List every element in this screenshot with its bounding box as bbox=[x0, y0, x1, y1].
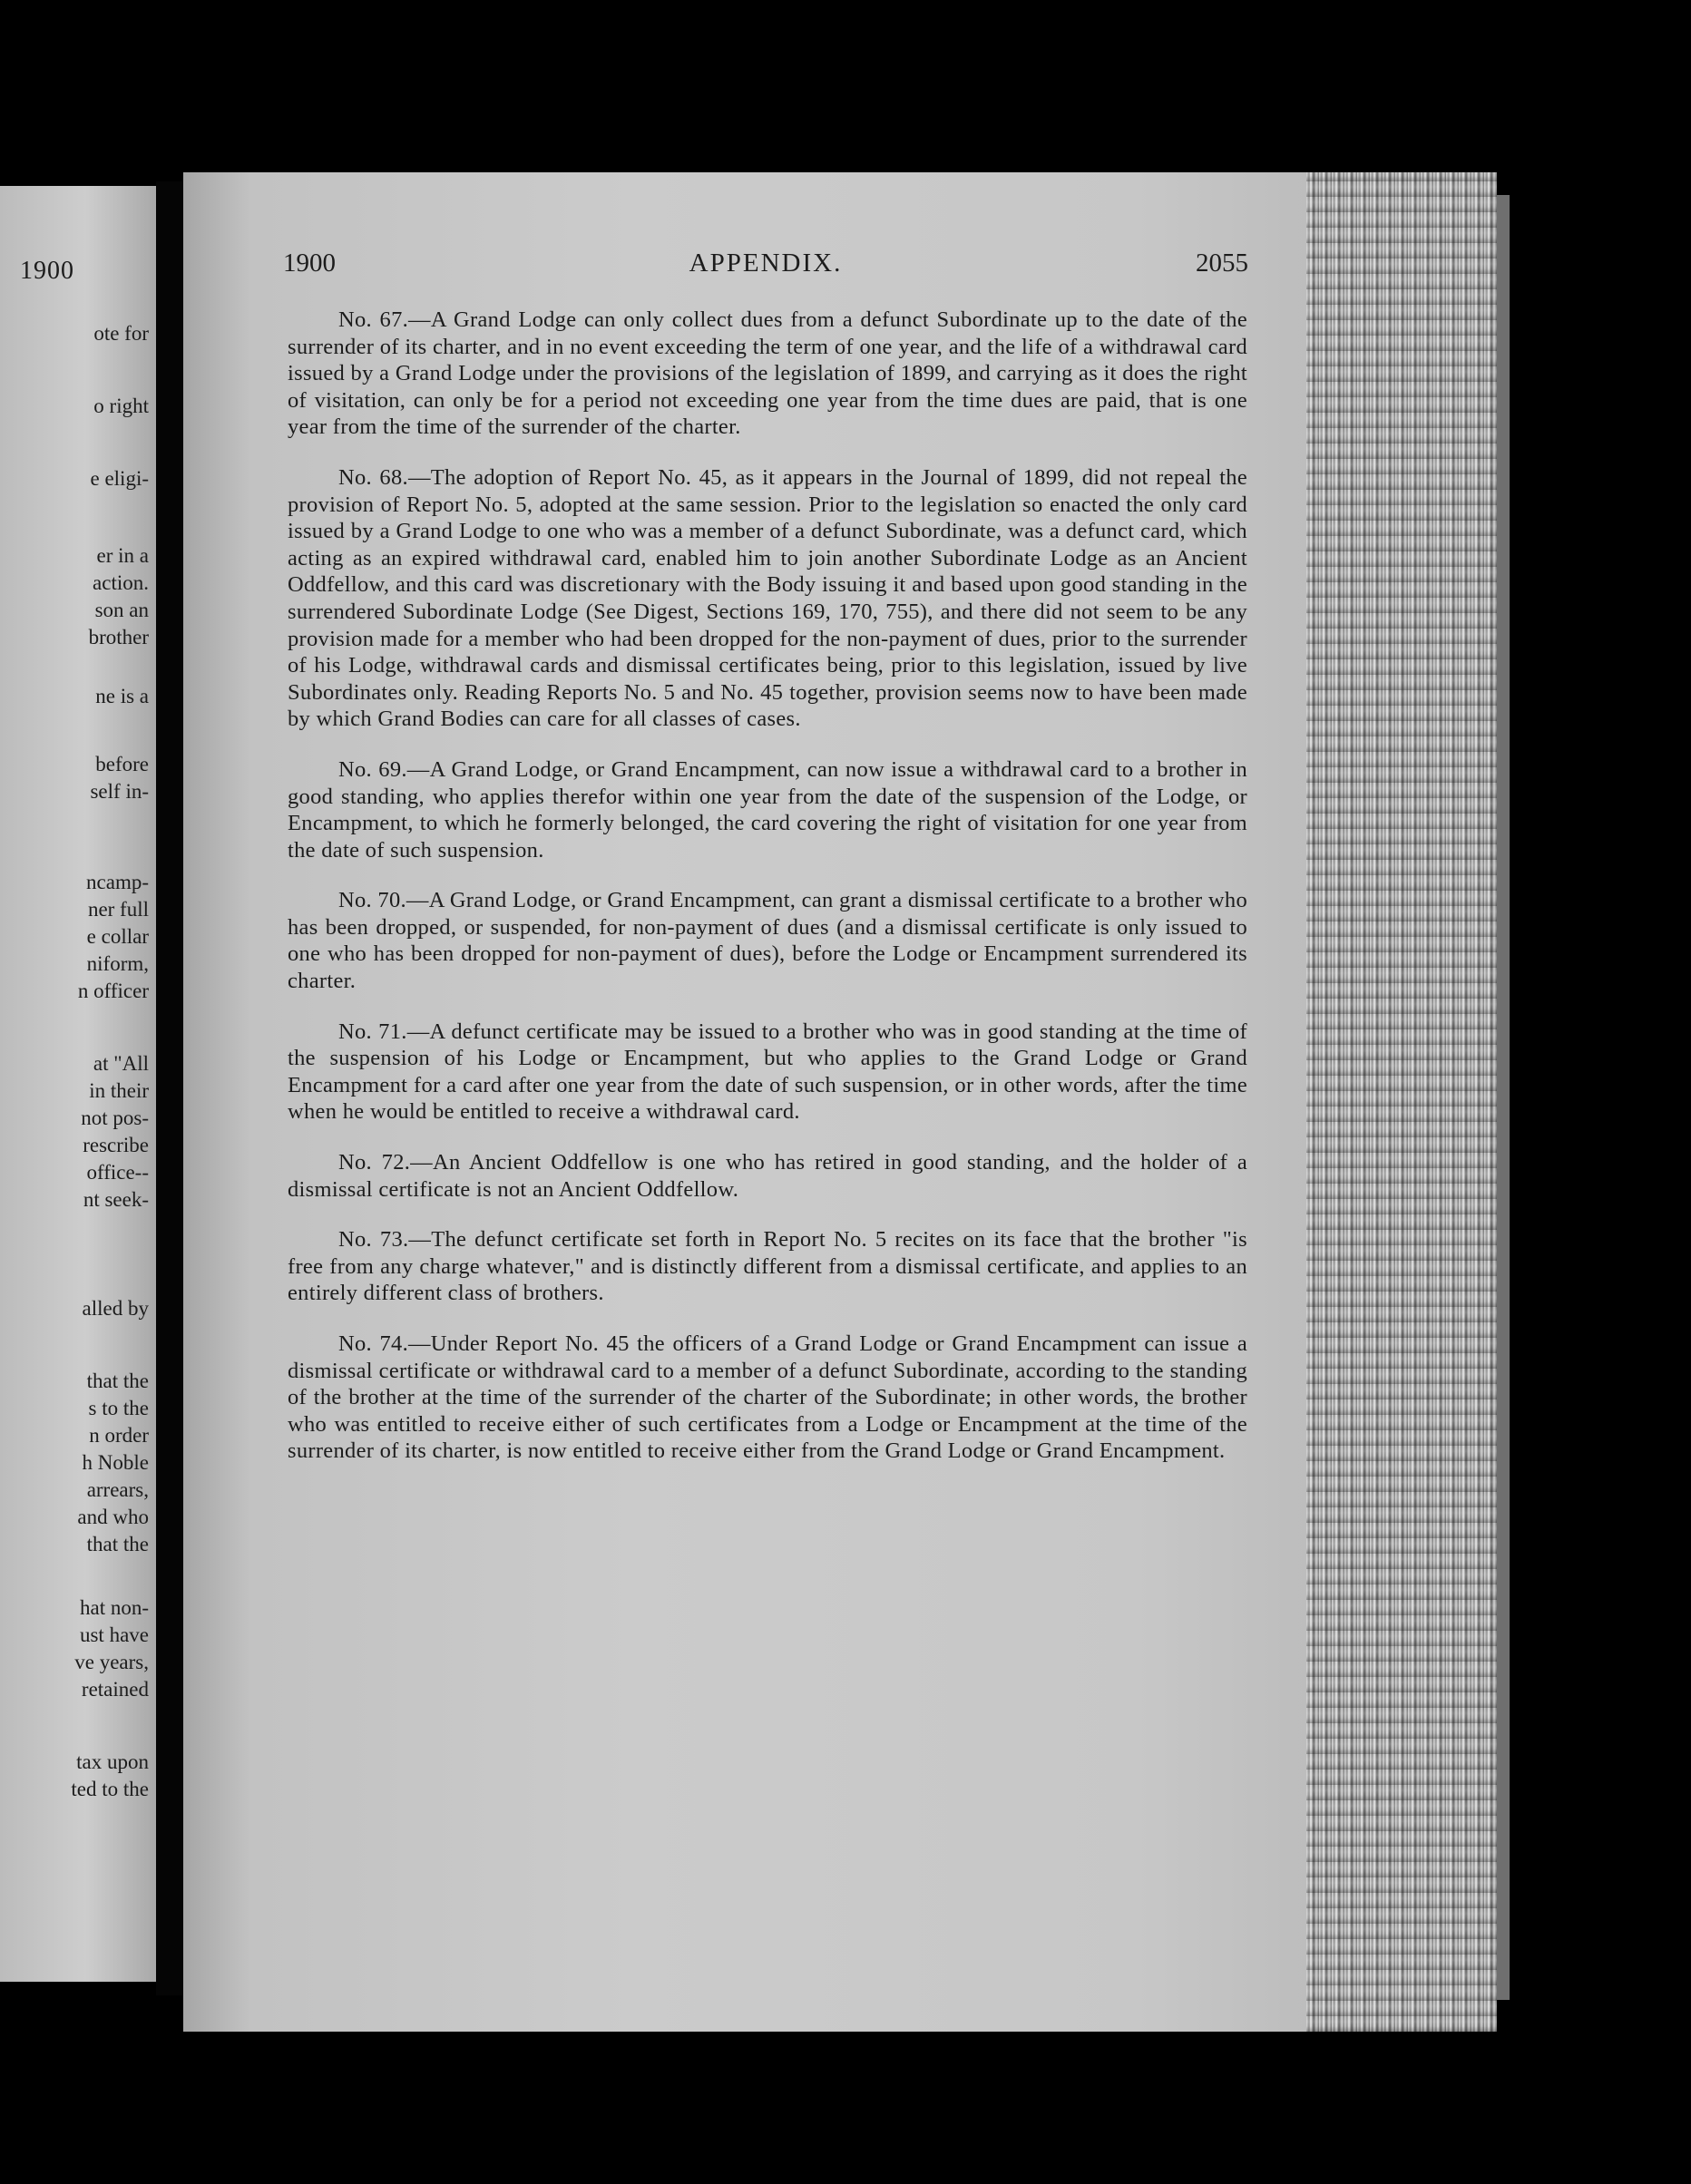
previous-page-sliver bbox=[0, 186, 156, 1982]
book-cover-edge bbox=[1497, 195, 1510, 2000]
previous-page-line: rescribe bbox=[83, 1134, 149, 1156]
previous-page-line: niform, bbox=[86, 952, 149, 975]
previous-page-year: 1900 bbox=[20, 257, 74, 285]
paragraph-no-71: No. 71.—A defunct certificate may be issued to a brother who was in good standing at the time of the suspension of his Lodge or Encampment, but who applies to the Grand Lodge or Grand Encampment for a card after one year from the date of such suspension, or in other words, after the time when he would be entitled to receive a withdrawal card. bbox=[288, 1019, 1247, 1125]
paragraph-no-68: No. 68.—The adoption of Report No. 45, as it appears in the Journal of 1899, did not repeal the provision of Report No. 5, adopted at the same session. Prior to the legislation so enacted the only card issued by a Grand Lodge to one who was a member of a defunct Subordinate, was a defunct card, which acting as an expired withdrawal card, enabled him to join another Subordinate Lodge as an Ancient Oddfellow, and this card was discretionary with the Body issuing it and based upon good standing in the surrendered Subordinate Lodge (See Digest, Sections 169, 170, 755), and there did not seem to be any provision made for a member who had been dropped for the non-payment of dues, prior to the surrender of his Lodge, withdrawal cards and dismissal certificates being, prior to this legislation, issued by live Subordinates only. Reading Reports No. 5 and No. 45 together, provision seems now to have been made by which Grand Bodies can care for all classes of cases. bbox=[288, 464, 1247, 732]
previous-page-line: o right bbox=[93, 395, 149, 417]
previous-page-line: e eligi- bbox=[90, 467, 149, 490]
previous-page-line: ner full bbox=[87, 898, 149, 921]
paragraph-no-69: No. 69.—A Grand Lodge, or Grand Encampment, can now issue a withdrawal card to a brother in good standing, who applies therefor within one year from the date of the suspension of the Lodge, or Encampment, to which he formerly belonged, the card covering the right of visitation for one year from the date of such suspension. bbox=[288, 756, 1247, 863]
previous-page-line: ust have bbox=[79, 1623, 149, 1646]
previous-page-line: ted to the bbox=[71, 1778, 149, 1800]
paragraph-no-73: No. 73.—The defunct certificate set forth in Report No. 5 recites on its face that the brother "is free from any charge whatever," and is distinctly different from a dismissal certificate, and applies to an entirely different class of brothers. bbox=[288, 1227, 1247, 1306]
previous-page-line: ve years, bbox=[74, 1651, 149, 1673]
page-body bbox=[288, 307, 1247, 1488]
page-title: APPENDIX. bbox=[689, 249, 843, 278]
previous-page-line: s to the bbox=[88, 1397, 149, 1419]
page-number: 2055 bbox=[1196, 249, 1248, 278]
previous-page-line: retained bbox=[81, 1678, 149, 1701]
previous-page-line: not pos- bbox=[81, 1107, 149, 1129]
previous-page-line: action. bbox=[93, 571, 149, 594]
previous-page-line: ne is a bbox=[95, 685, 149, 707]
previous-page-line: that the bbox=[86, 1370, 149, 1392]
running-head bbox=[283, 249, 1248, 285]
previous-page-line: office-- bbox=[86, 1161, 149, 1184]
previous-page-line: self in- bbox=[90, 780, 149, 803]
previous-page-line: in their bbox=[89, 1079, 149, 1102]
previous-page-line: h Noble bbox=[82, 1451, 149, 1474]
previous-page-line: before bbox=[95, 753, 149, 775]
paragraph-no-70: No. 70.—A Grand Lodge, or Grand Encampment, can grant a dismissal certificate to a brother who has been dropped, or suspended, for non-payment of dues (and a dismissal certificate is only issued to one who has been dropped for non-payment of dues), before the Lodge or Encampment surrendered its charter. bbox=[288, 888, 1247, 994]
previous-page-line: n officer bbox=[77, 980, 149, 1002]
paragraph-no-67: No. 67.—A Grand Lodge can only collect dues from a defunct Subordinate up to the date of the surrender of its charter, and in no event exceeding the term of one year, and the life of a withdrawal card issued by a Grand Lodge under the provisions of the legislation of 1899, and carrying as it does the right of visitation, can only be for a period not exceeding one year from the time dues are paid, that is one year from the time of the surrender of the charter. bbox=[288, 307, 1247, 440]
previous-page-line: nt seek- bbox=[83, 1188, 149, 1211]
previous-page-line: arrears, bbox=[86, 1478, 149, 1501]
previous-page-line: hat non- bbox=[79, 1596, 149, 1619]
book-gutter bbox=[156, 181, 183, 1995]
previous-page-line: ncamp- bbox=[86, 871, 149, 893]
previous-page-line: and who bbox=[77, 1506, 149, 1528]
paragraph-no-72: No. 72.—An Ancient Oddfellow is one who has retired in good standing, and the holder of a dismissal certificate is not an Ancient Oddfellow. bbox=[288, 1150, 1247, 1202]
previous-page-line: er in a bbox=[96, 544, 149, 567]
previous-page-line: son an bbox=[94, 599, 149, 621]
previous-page-line: e collar bbox=[86, 925, 149, 948]
previous-page-line: at "All bbox=[93, 1052, 149, 1075]
previous-page-line: tax upon bbox=[76, 1750, 149, 1773]
previous-page-line: that the bbox=[86, 1533, 149, 1555]
previous-page-line: brother bbox=[88, 626, 149, 648]
previous-page-line: alled by bbox=[82, 1297, 149, 1320]
page-year: 1900 bbox=[283, 249, 336, 278]
book-page bbox=[183, 172, 1306, 2032]
previous-page-line: n order bbox=[89, 1424, 149, 1447]
page-block-edges bbox=[1306, 172, 1497, 2032]
previous-page-line: ote for bbox=[93, 322, 149, 345]
paragraph-no-74: No. 74.—Under Report No. 45 the officers of a Grand Lodge or Grand Encampment can issue a dismissal certificate or withdrawal card to a member of a defunct Subordinate, according to the standing of the brother at the time of the surrender of the charter of the Subordinate; in other words, the brother who was entitled to receive either of such certificates from a Lodge or Encampment at the time of the surrender of its charter, is now entitled to receive either from the Grand Lodge or Grand Encampment. bbox=[288, 1331, 1247, 1464]
